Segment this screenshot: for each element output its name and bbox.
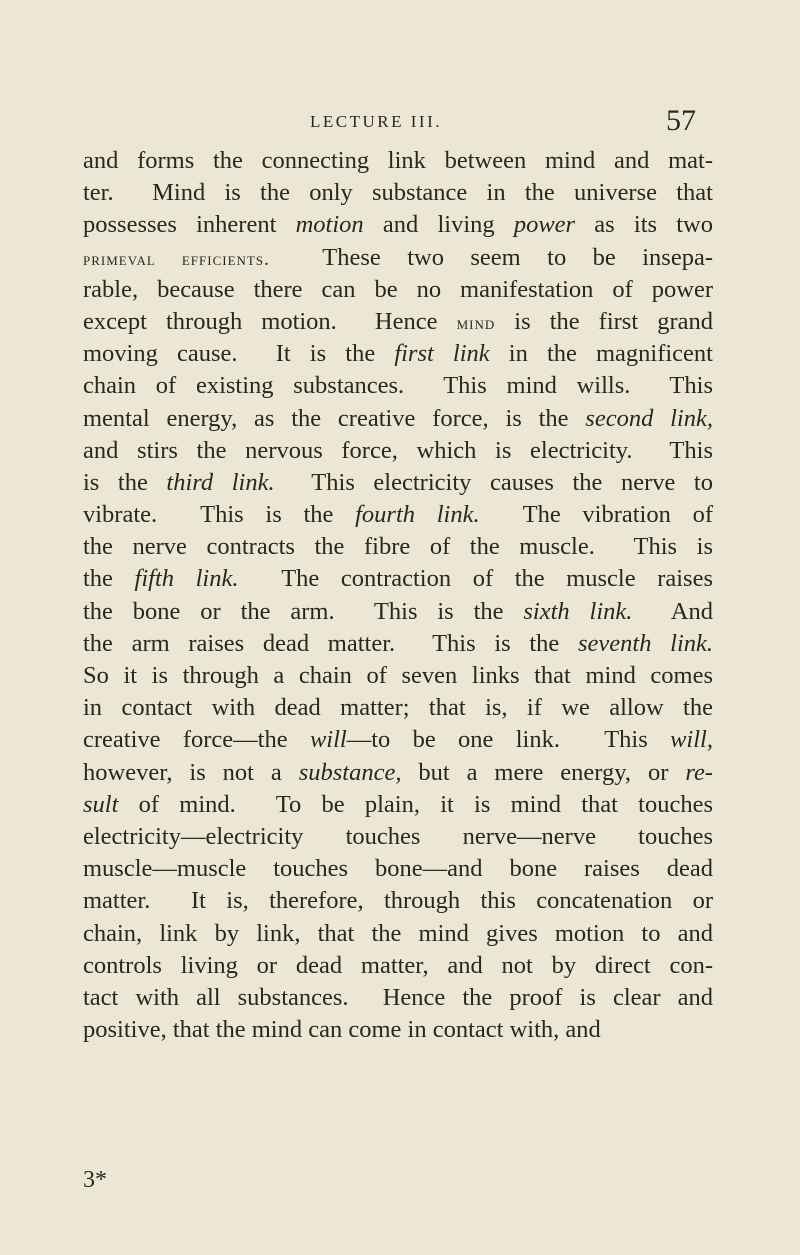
text-run: and forms the connecting link between mind and mat- (83, 147, 713, 174)
text-line (83, 306, 713, 338)
text-line (83, 692, 713, 724)
text-run: ter. Mind is the only substance in the universe that (83, 179, 713, 207)
italic-run: will (309, 726, 347, 754)
text-run: electricity—electricity touches nerve—nerve touches (83, 822, 713, 850)
text-run: in the magnificent (489, 340, 713, 368)
text-line (83, 403, 713, 435)
text-line (83, 789, 713, 821)
italic-run: motion (295, 211, 364, 239)
text-run: vibrate. This is the (83, 501, 356, 529)
text-line (83, 338, 713, 370)
text-run: the nerve contracts the fibre of the muscle. This is (83, 533, 713, 561)
text-run: mental energy, as the creative force, is the (83, 404, 586, 432)
text-run: This electricity causes the nerve to (274, 468, 713, 496)
text-line (83, 628, 713, 660)
text-run: These two seem to be insepa- (269, 243, 713, 271)
italic-run: will, (670, 726, 713, 754)
text-line (83, 177, 713, 209)
text-run: chain, link by link, that the mind gives motion to and (83, 919, 713, 947)
page-number: 57 (666, 104, 696, 137)
body-text (83, 145, 713, 1046)
text-run: So it is through a chain of seven links that mind comes (83, 662, 713, 689)
text-run: positive, that the mind can come in contact with, and (83, 1016, 601, 1044)
italic-run: power (513, 211, 576, 239)
signature-mark: 3* (83, 1167, 107, 1193)
text-run: the arm raises dead matter. This is the (83, 629, 578, 657)
italic-run: second link, (585, 404, 713, 432)
italic-run: fifth link. (134, 565, 239, 593)
text-run: controls living or dead matter, and not by direct con- (83, 951, 713, 979)
text-run: tact with all substances. Hence the proof is clear and (83, 983, 713, 1011)
text-line (83, 950, 713, 982)
italic-run: seventh link. (577, 629, 713, 657)
italic-run: first link (394, 340, 490, 368)
text-line (83, 209, 713, 241)
text-line (83, 853, 713, 885)
text-run: and stirs the nervous force, which is electricity. This (83, 436, 713, 464)
italic-run: third link. (166, 468, 275, 496)
text-line (83, 596, 713, 628)
text-run: is the (83, 468, 167, 496)
text-line (83, 1014, 713, 1046)
text-run: matter. It is, therefore, through this concatenation or (83, 887, 713, 915)
italic-run: sult (83, 790, 119, 818)
text-run: creative force—the (83, 726, 310, 754)
text-line (83, 821, 713, 853)
italic-run: re- (685, 758, 713, 786)
text-run: and living (363, 211, 514, 239)
text-line (83, 531, 713, 563)
text-line (83, 499, 713, 531)
small-caps-run: mind (456, 312, 496, 334)
text-run: rable, because there can be no manifestation of power (83, 275, 713, 303)
text-run: possesses inherent (83, 211, 296, 239)
italic-run: sixth link. (523, 597, 633, 625)
text-line (83, 918, 713, 950)
text-line (83, 724, 713, 756)
italic-run: fourth link. (355, 501, 480, 529)
text-line (83, 982, 713, 1014)
text-run: is the first grand (495, 307, 713, 335)
text-line (83, 885, 713, 917)
text-line (83, 274, 713, 306)
text-line (83, 660, 713, 692)
text-run: as its two (575, 211, 713, 239)
text-run: the (83, 565, 135, 593)
text-run: moving cause. It is the (83, 340, 395, 368)
text-run: the bone or the arm. This is the (83, 597, 524, 625)
text-line (83, 370, 713, 402)
page-header (0, 104, 800, 140)
text-run: but a mere energy, or (401, 758, 686, 786)
text-line (83, 563, 713, 595)
text-line (83, 242, 713, 274)
text-run: The contraction of the muscle raises (238, 565, 713, 593)
text-run: except through motion. Hence (83, 307, 457, 335)
text-line (83, 435, 713, 467)
text-run: And (632, 597, 714, 625)
text-line (83, 757, 713, 789)
small-caps-run: primeval efficients. (83, 248, 270, 270)
text-run: of mind. To be plain, it is mind that touches (118, 790, 713, 818)
italic-run: substance, (298, 758, 402, 786)
running-head: LECTURE III. (310, 112, 442, 131)
text-run: The vibration of (479, 501, 713, 529)
text-line (83, 145, 713, 177)
text-run: in contact with dead matter; that is, if we allow the (83, 694, 713, 722)
text-line (83, 467, 713, 499)
text-run: —to be one link. This (346, 726, 671, 754)
text-run: chain of existing substances. This mind wills. This (83, 372, 713, 400)
text-run: muscle—muscle touches bone—and bone raises dead (83, 855, 713, 883)
text-run: however, is not a (83, 758, 299, 786)
